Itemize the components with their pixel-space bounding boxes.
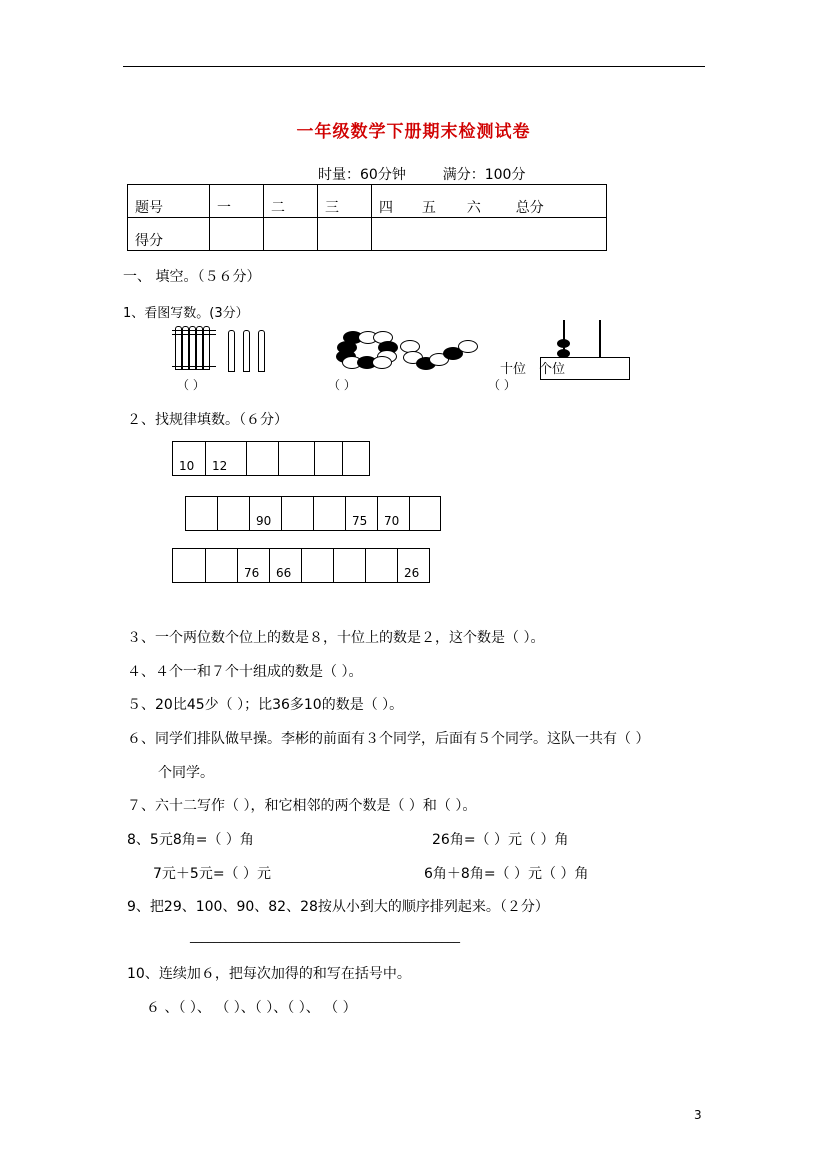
bundle-tie: [172, 366, 216, 370]
question-8d: 6角＋8角=（ ）元（ ）角: [424, 866, 589, 882]
sequence-cell[interactable]: [410, 497, 441, 531]
sequence-cell[interactable]: 70: [378, 497, 410, 531]
question-10: 10、连续加６，把每次加得的和写在括号中。: [127, 966, 411, 982]
header-rule: [123, 66, 705, 67]
question-8b: 26角=（ ）元（ ）角: [432, 832, 569, 848]
question-5: ５、20比45少（ ）；比36多10的数是（ ）。: [127, 697, 404, 713]
sequence-row-2: [185, 496, 441, 531]
section-heading: 一、 填空。（５６分）: [123, 269, 261, 285]
score-cell: 六: [466, 200, 481, 216]
sequence-cell[interactable]: 66: [270, 549, 302, 583]
score-blank[interactable]: [210, 218, 264, 251]
sequence-cell[interactable]: [206, 549, 238, 583]
page-title: 一年级数学下册期末检测试卷: [296, 122, 531, 142]
score-table-score-row: [128, 218, 607, 251]
question-1-label: 1、看图写数。(3分）: [123, 306, 249, 321]
sequence-cell[interactable]: 76: [238, 549, 270, 583]
sequence-cell[interactable]: [282, 497, 314, 531]
bead: [458, 340, 478, 353]
score-cell: 四: [379, 200, 393, 216]
score-cell: 得分: [128, 218, 210, 251]
sequence-cell[interactable]: 90: [250, 497, 282, 531]
page-number: 3: [694, 1108, 702, 1122]
score-table-header-row: [128, 185, 607, 218]
sequence-cell[interactable]: 10: [173, 442, 206, 476]
sequence-cell[interactable]: [366, 549, 398, 583]
sequence-cell[interactable]: 26: [398, 549, 430, 583]
score-cell: 三: [318, 185, 372, 218]
exam-meta: [318, 164, 525, 184]
abacus-rod-ones: [599, 320, 601, 358]
sequence-cell[interactable]: [173, 549, 206, 583]
answer-blank[interactable]: （ ）: [328, 378, 356, 392]
score-cell: 二: [264, 185, 318, 218]
answer-blank[interactable]: （ ）: [177, 378, 205, 392]
answer-blank[interactable]: （ ）: [488, 378, 516, 392]
sequence-cell[interactable]: 75: [346, 497, 378, 531]
bead: [372, 356, 392, 369]
time-limit: 时量：60分钟: [318, 167, 406, 183]
abacus-ones-label: 个位: [539, 362, 566, 377]
question-9: 9、把29、100、90、82、28按从小到大的顺序排列起来。（２分）: [127, 899, 549, 915]
question-4: ４、４个一和７个十组成的数是（ ）。: [127, 664, 363, 680]
answer-line[interactable]: _____________________________________________: [190, 929, 460, 943]
question-6: ６、同学们排队做早操。李彬的前面有３个同学，后面有５个同学。这队一共有（ ）: [127, 731, 650, 747]
abacus-bead: [557, 339, 570, 348]
stick: [243, 330, 250, 372]
sequence-cell[interactable]: [247, 442, 279, 476]
stick: [258, 330, 265, 372]
sequence-cell[interactable]: [314, 497, 346, 531]
score-cell: 题号: [128, 185, 210, 218]
sequence-cell[interactable]: [302, 549, 334, 583]
question-10-blanks[interactable]: ６ 、（ ）、 （ ）、（ ）、（ ）、 （ ）: [146, 1000, 357, 1016]
score-table: [127, 184, 607, 251]
sequence-cell[interactable]: [334, 549, 366, 583]
score-blank[interactable]: [372, 218, 607, 251]
sequence-cell[interactable]: [279, 442, 315, 476]
sequence-cell[interactable]: [343, 442, 370, 476]
sequence-cell[interactable]: [315, 442, 343, 476]
score-cell: 总分: [515, 200, 544, 216]
score-blank[interactable]: [264, 218, 318, 251]
score-cell-merged: [372, 185, 607, 218]
sequence-row-3: [172, 548, 430, 583]
score-blank[interactable]: [318, 218, 372, 251]
question-3: ３、一个两位数个位上的数是８，十位上的数是２，这个数是（ ）。: [127, 630, 545, 646]
question-2-label: ２、找规律填数。（６分）: [127, 412, 288, 428]
score-cell: 五: [421, 200, 436, 216]
sequence-cell[interactable]: 12: [206, 442, 247, 476]
bundle-tie: [172, 330, 216, 335]
sequence-row-1: [172, 441, 370, 476]
question-8c: 7元＋5元=（ ）元: [153, 866, 271, 882]
question-6-continued: 个同学。: [158, 765, 214, 781]
question-7: ７、六十二写作（ ），和它相邻的两个数是（ ）和（ ）。: [127, 798, 477, 814]
question-8a: 8、5元8角=（ ）角: [127, 832, 254, 848]
sequence-cell[interactable]: [186, 497, 218, 531]
stick: [228, 330, 235, 372]
full-score: 满分：100分: [442, 167, 526, 183]
score-cell: 一: [210, 185, 264, 218]
abacus-tens-label: 十位: [500, 362, 527, 377]
sequence-cell[interactable]: [218, 497, 250, 531]
